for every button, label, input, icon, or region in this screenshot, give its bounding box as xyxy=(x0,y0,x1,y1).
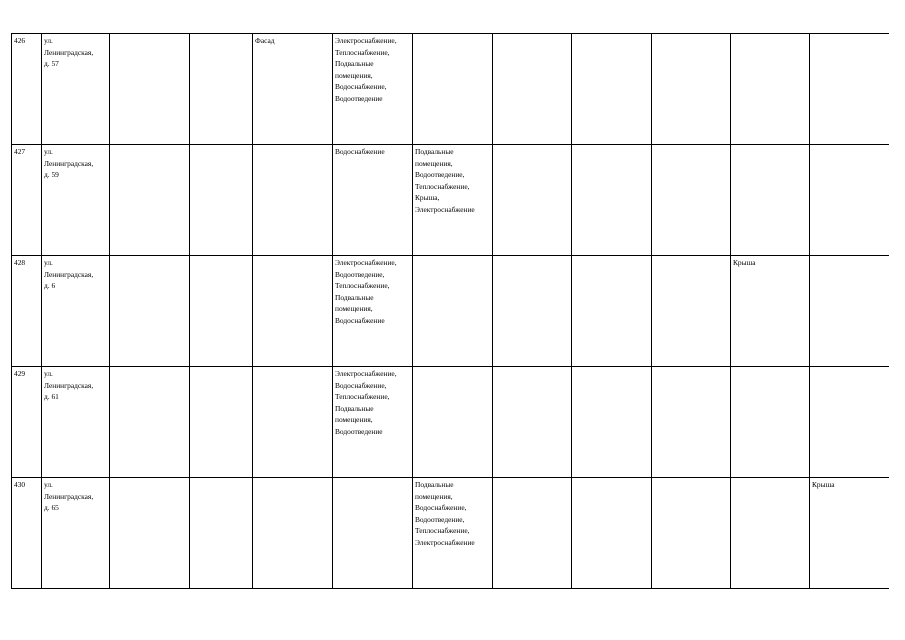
work-cell-8 xyxy=(652,478,731,589)
work-cell-2 xyxy=(190,256,253,367)
work-cell-4 xyxy=(333,34,413,145)
work-cell-1 xyxy=(110,367,190,478)
work-cell-8 xyxy=(652,256,731,367)
work-cell-1 xyxy=(110,256,190,367)
work-cell-8 xyxy=(652,367,731,478)
work-cell-10 xyxy=(810,145,889,256)
table-row xyxy=(12,256,889,367)
work-text: Крыша xyxy=(812,480,835,489)
work-text: Подвальные помещения, Водоотведение, Теплоснабжение, Крыша, Электроснабжение xyxy=(415,147,475,214)
row-number-cell xyxy=(12,145,42,256)
work-cell-3 xyxy=(253,256,333,367)
table-row xyxy=(12,145,889,256)
row-number: 429 xyxy=(14,369,26,378)
repair-schedule-table xyxy=(11,33,889,589)
work-cell-2 xyxy=(190,367,253,478)
table-row xyxy=(12,367,889,478)
work-cell-10 xyxy=(810,34,889,145)
work-cell-8 xyxy=(652,145,731,256)
work-cell-10 xyxy=(810,256,889,367)
work-cell-1 xyxy=(110,34,190,145)
work-text: Крыша xyxy=(733,258,756,267)
work-cell-7 xyxy=(572,478,652,589)
work-cell-1 xyxy=(110,478,190,589)
address-text: ул. Ленинградская, д. 6 xyxy=(44,258,94,290)
work-cell-9 xyxy=(731,145,810,256)
work-cell-2 xyxy=(190,478,253,589)
work-cell-6 xyxy=(493,478,572,589)
work-cell-4 xyxy=(333,256,413,367)
row-number-cell xyxy=(12,34,42,145)
work-cell-2 xyxy=(190,145,253,256)
work-cell-3 xyxy=(253,478,333,589)
row-number: 426 xyxy=(14,36,26,45)
work-cell-3 xyxy=(253,34,333,145)
work-cell-3 xyxy=(253,145,333,256)
work-text: Водоснабжение xyxy=(335,147,385,156)
address-text: ул. Ленинградская, д. 65 xyxy=(44,480,94,512)
work-cell-6 xyxy=(493,34,572,145)
work-cell-3 xyxy=(253,367,333,478)
table-body xyxy=(12,34,889,589)
work-cell-10 xyxy=(810,478,889,589)
work-cell-5 xyxy=(413,478,493,589)
work-text: Электроснабжение, Водоснабжение, Теплоснабжение, Подвальные помещения, Водоотведение xyxy=(335,369,397,436)
work-cell-4 xyxy=(333,145,413,256)
work-cell-5 xyxy=(413,367,493,478)
address-text: ул. Ленинградская, д. 61 xyxy=(44,369,94,401)
work-cell-5 xyxy=(413,145,493,256)
work-cell-6 xyxy=(493,367,572,478)
work-cell-10 xyxy=(810,367,889,478)
work-cell-5 xyxy=(413,34,493,145)
address-cell xyxy=(42,145,110,256)
table-row xyxy=(12,478,889,589)
work-cell-8 xyxy=(652,34,731,145)
work-text: Фасад xyxy=(255,36,275,45)
work-cell-1 xyxy=(110,145,190,256)
table-row xyxy=(12,34,889,145)
work-cell-6 xyxy=(493,145,572,256)
work-cell-7 xyxy=(572,34,652,145)
row-number-cell xyxy=(12,367,42,478)
work-cell-4 xyxy=(333,367,413,478)
row-number: 428 xyxy=(14,258,26,267)
address-text: ул. Ленинградская, д. 57 xyxy=(44,36,94,68)
work-text: Электроснабжение, Водоотведение, Теплоснабжение, Подвальные помещения, Водоснабжение xyxy=(335,258,397,325)
work-text: Подвальные помещения, Водоснабжение, Водоотведение, Теплоснабжение, Электроснабжение xyxy=(415,480,475,547)
row-number: 427 xyxy=(14,147,26,156)
work-cell-9 xyxy=(731,367,810,478)
address-cell xyxy=(42,478,110,589)
work-text: Электроснабжение, Теплоснабжение, Подвальные помещения, Водоснабжение, Водоотведение xyxy=(335,36,397,103)
row-number: 430 xyxy=(14,480,26,489)
work-cell-9 xyxy=(731,34,810,145)
address-cell xyxy=(42,367,110,478)
work-cell-5 xyxy=(413,256,493,367)
work-cell-9 xyxy=(731,256,810,367)
work-cell-7 xyxy=(572,256,652,367)
address-text: ул. Ленинградская, д. 59 xyxy=(44,147,94,179)
row-number-cell xyxy=(12,256,42,367)
work-cell-2 xyxy=(190,34,253,145)
work-cell-7 xyxy=(572,367,652,478)
work-cell-9 xyxy=(731,478,810,589)
address-cell xyxy=(42,256,110,367)
address-cell xyxy=(42,34,110,145)
work-cell-6 xyxy=(493,256,572,367)
work-cell-4 xyxy=(333,478,413,589)
work-cell-7 xyxy=(572,145,652,256)
row-number-cell xyxy=(12,478,42,589)
